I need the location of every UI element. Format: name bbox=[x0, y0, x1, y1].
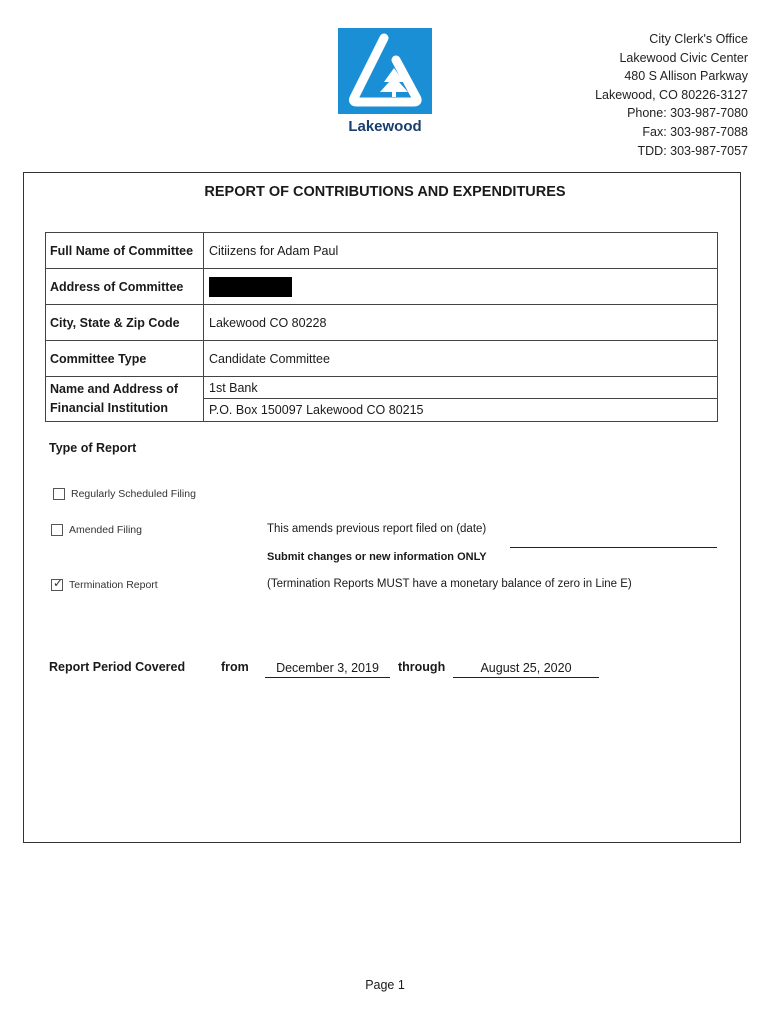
amended-filing-checkbox[interactable] bbox=[51, 524, 63, 536]
financial-label-line: Name and Address of bbox=[50, 382, 179, 396]
lakewood-logo bbox=[338, 28, 432, 136]
full-name-field[interactable]: Citiizens for Adam Paul bbox=[203, 233, 717, 268]
city-state-zip-label: City, State & Zip Code bbox=[50, 315, 180, 330]
financial-label-line: Financial Institution bbox=[50, 401, 169, 415]
clerk-address-block bbox=[595, 30, 748, 160]
termination-report-label: Termination Report bbox=[69, 579, 158, 591]
table-row bbox=[46, 305, 717, 341]
address-line: 480 S Allison Parkway bbox=[624, 69, 748, 84]
regular-filing-label: Regularly Scheduled Filing bbox=[71, 488, 196, 500]
table-row bbox=[46, 341, 717, 377]
amended-filing-label: Amended Filing bbox=[69, 524, 142, 536]
address-line: Phone: 303-987-7080 bbox=[627, 106, 748, 121]
amends-previous-text: This amends previous report filed on (date) bbox=[267, 523, 487, 535]
city-state-zip-field[interactable]: Lakewood CO 80228 bbox=[203, 305, 717, 340]
committee-info-table bbox=[45, 232, 718, 422]
amended-filing-option[interactable] bbox=[51, 524, 142, 536]
bank-name-field[interactable]: 1st Bank bbox=[204, 377, 717, 399]
table-row bbox=[46, 269, 717, 305]
address-field[interactable] bbox=[203, 269, 717, 304]
from-underline bbox=[265, 677, 390, 678]
committee-type-label: Committee Type bbox=[50, 351, 147, 366]
through-underline bbox=[453, 677, 599, 678]
termination-note: (Termination Reports MUST have a monetary balance of zero in Line E) bbox=[267, 578, 632, 590]
logo-text: Lakewood bbox=[348, 118, 422, 135]
address-line: TDD: 303-987-7057 bbox=[637, 143, 748, 158]
address-line: Lakewood, CO 80226-3127 bbox=[595, 87, 748, 102]
tree-triangle-icon bbox=[338, 28, 432, 114]
submit-changes-note: Submit changes or new information ONLY bbox=[267, 551, 487, 563]
check-icon: ✓ bbox=[53, 576, 64, 590]
redaction-block bbox=[209, 277, 292, 297]
full-name-label: Full Name of Committee bbox=[50, 243, 194, 258]
through-label: through bbox=[398, 660, 446, 674]
address-line: City Clerk's Office bbox=[649, 32, 748, 46]
address-label: Address of Committee bbox=[50, 279, 184, 294]
table-row bbox=[46, 233, 717, 269]
address-line: Lakewood Civic Center bbox=[619, 50, 748, 65]
table-row bbox=[46, 377, 717, 421]
financial-institution-fields bbox=[203, 377, 717, 421]
logo-mark bbox=[338, 28, 432, 114]
from-label: from bbox=[221, 660, 249, 674]
regular-filing-checkbox[interactable] bbox=[53, 488, 65, 500]
address-line: Fax: 303-987-7088 bbox=[642, 124, 748, 139]
report-title: REPORT OF CONTRIBUTIONS AND EXPENDITURES bbox=[204, 184, 566, 200]
period-through-field[interactable]: August 25, 2020 bbox=[480, 661, 572, 675]
amend-date-line[interactable] bbox=[510, 547, 717, 548]
report-period-label: Report Period Covered bbox=[49, 660, 186, 674]
page-number: Page 1 bbox=[365, 978, 405, 992]
committee-type-field[interactable]: Candidate Committee bbox=[203, 341, 717, 376]
financial-institution-label bbox=[46, 377, 203, 421]
termination-report-checkbox[interactable] bbox=[51, 576, 64, 591]
bank-address-field[interactable]: P.O. Box 150097 Lakewood CO 80215 bbox=[209, 403, 424, 417]
regular-filing-option[interactable] bbox=[53, 488, 196, 500]
report-type-heading: Type of Report bbox=[49, 441, 137, 455]
termination-report-option[interactable] bbox=[51, 576, 158, 591]
period-from-field[interactable]: December 3, 2019 bbox=[276, 661, 379, 675]
